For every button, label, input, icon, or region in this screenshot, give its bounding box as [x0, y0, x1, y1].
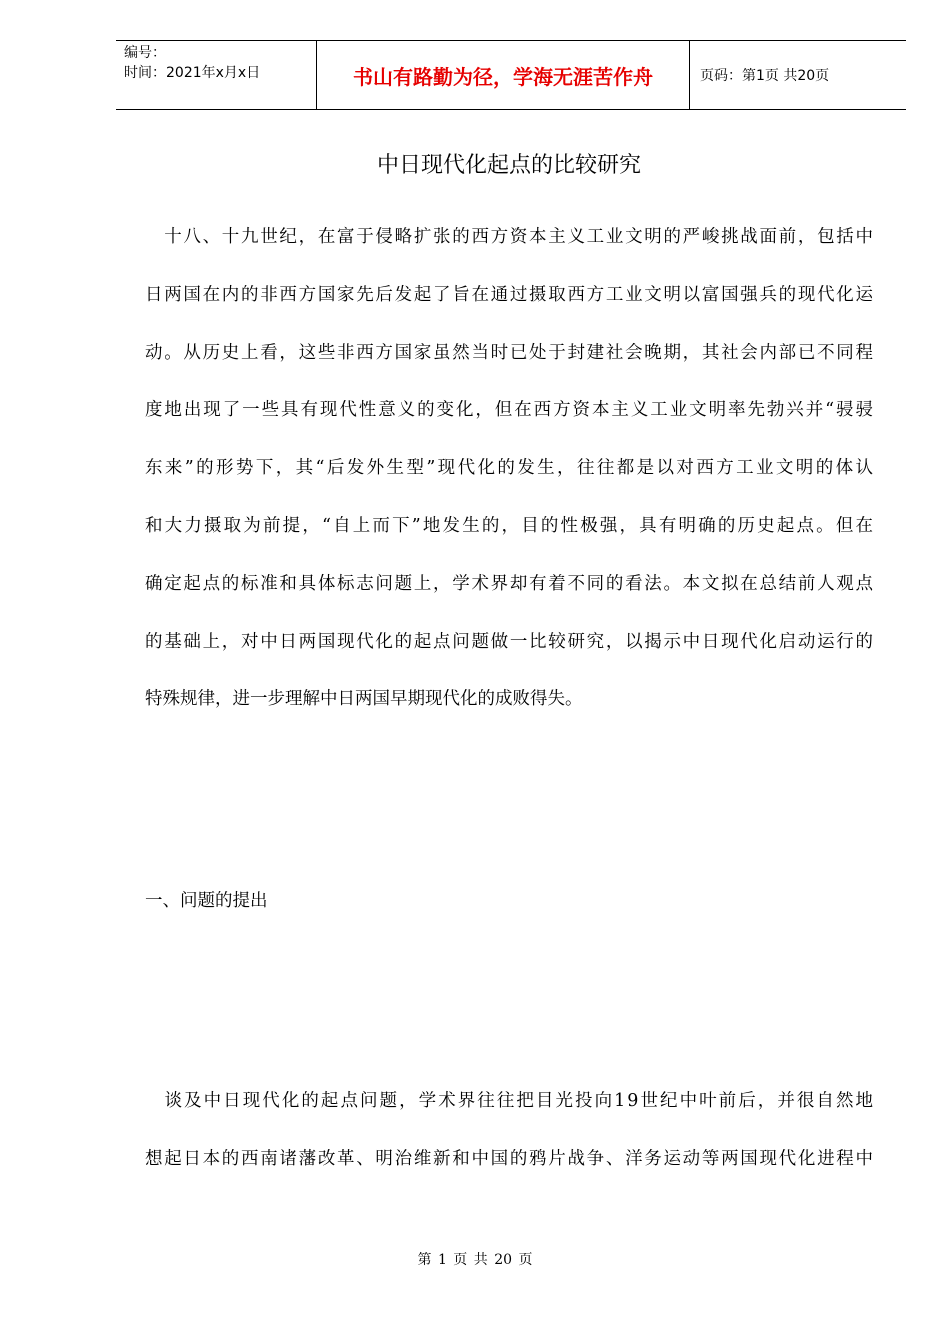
- paragraph-line: 的基础上，对中日两国现代化的起点问题做一比较研究，以揭示中日现代化启动运行的: [145, 631, 875, 652]
- page-info: 页码：第1页 共20页: [700, 68, 830, 84]
- section-paragraph: [145, 1089, 875, 1205]
- paragraph-line: 特殊规律，进一步理解中日两国早期现代化的成败得失。: [145, 689, 583, 710]
- header-table: [116, 40, 906, 110]
- paragraph-line: 动。从历史上看，这些非西方国家虽然当时已处于封建社会晚期，其社会内部已不同程: [145, 342, 875, 363]
- section-heading: 一、问题的提出: [145, 891, 268, 911]
- paragraph-line: 想起日本的西南诸藩改革、明治维新和中国的鸦片战争、洋务运动等两国现代化进程中: [145, 1148, 875, 1169]
- paragraph-line: 度地出现了一些具有现代性意义的变化，但在西方资本主义工业文明率先勃兴并“骎骎: [145, 400, 875, 421]
- document-title: 中日现代化起点的比较研究: [376, 153, 641, 178]
- header-meta-cell: [116, 41, 317, 109]
- header-page-cell: [690, 41, 906, 109]
- paragraph-line: 和大力摄取为前提，“自上而下”地发生的，目的性极强，具有明确的历史起点。但在: [145, 515, 875, 536]
- motto-text: 书山有路勤为径，学海无涯苦作舟: [353, 64, 653, 89]
- intro-paragraph: [145, 225, 875, 745]
- number-label: 编号：: [124, 45, 166, 61]
- paragraph-line: 东来”的形势下，其“后发外生型”现代化的发生，往往都是以对西方工业文明的体认: [145, 458, 875, 479]
- time-label: 时间：2021年x月x日: [124, 65, 261, 81]
- paragraph-line: 谈及中日现代化的起点问题，学术界往往把目光投向19世纪中叶前后，并很自然地: [145, 1091, 875, 1111]
- paragraph-line: 十八、十九世纪，在富于侵略扩张的西方资本主义工业文明的严峻挑战面前，包括中: [145, 227, 875, 247]
- header-motto-cell: [317, 41, 690, 109]
- paragraph-line: 确定起点的标准和具体标志问题上，学术界却有着不同的看法。本文拟在总结前人观点: [145, 573, 875, 594]
- paragraph-line: 日两国在内的非西方国家先后发起了旨在通过摄取西方工业文明以富国强兵的现代化运: [145, 284, 875, 305]
- page-footer: 第 1 页 共 20 页: [417, 1252, 533, 1268]
